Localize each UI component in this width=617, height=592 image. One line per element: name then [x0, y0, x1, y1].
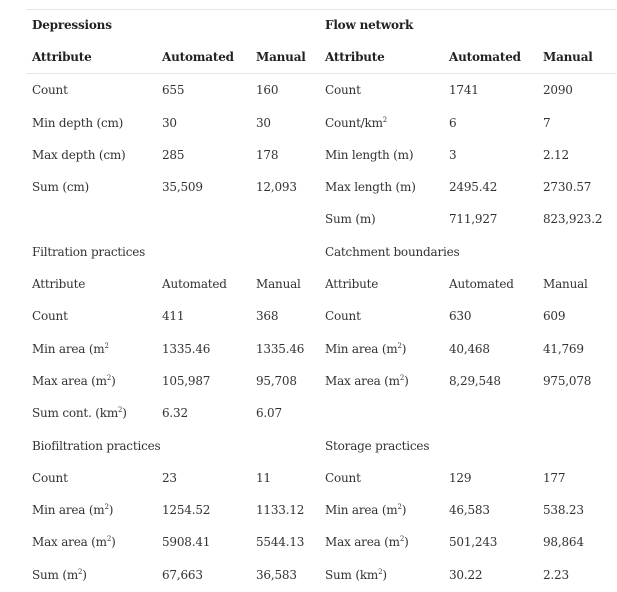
table-row [26, 526, 616, 558]
table-cell: Sum cont. $(km^2)$ [32, 406, 127, 421]
table-row [26, 333, 616, 365]
table-cell: 630 [449, 309, 472, 324]
table-cell: 368 [256, 309, 279, 324]
table-row [26, 107, 616, 139]
table-cell: 129 [449, 470, 472, 485]
table-cell: 7 [543, 115, 551, 130]
table-cell: 2730.57 [543, 180, 592, 195]
table-cell: Manual [543, 277, 588, 292]
table-cell: Count [325, 470, 361, 485]
table-cell: Attribute [32, 277, 86, 292]
table-cell: Min length (m) [325, 147, 414, 162]
table-cell: 177 [543, 470, 566, 485]
table-cell: 11 [256, 470, 271, 485]
table-cell: 160 [256, 83, 279, 98]
table-cell: 178 [256, 147, 279, 162]
table-cell: 609 [543, 309, 566, 324]
table-cell: 6.07 [256, 406, 282, 421]
table-row [26, 268, 616, 300]
table-cell: 2.23 [543, 567, 569, 582]
table-cell: Automated [449, 50, 521, 64]
table-cell: Count/$km^2$ [325, 115, 388, 130]
table-cell: 36,583 [256, 567, 297, 582]
table-cell: 6 [449, 115, 457, 130]
table-cell: 105,987 [162, 373, 211, 388]
table-cell: Max area $(m^2)$ [325, 535, 409, 550]
table-cell: Sum $(km^2)$ [325, 567, 387, 582]
table-cell: 1335.46 [162, 341, 211, 356]
data-table [26, 9, 616, 591]
table-cell: Attribute [32, 50, 92, 64]
table-cell: Max depth (cm) [32, 147, 126, 162]
table-row [26, 171, 616, 203]
table-cell: 95,708 [256, 373, 297, 388]
table-cell: 12,093 [256, 180, 297, 195]
table-cell: Min area $(m^2)$ [325, 341, 407, 356]
table-cell: Sum (m) [325, 212, 376, 227]
table-cell: Automated [449, 277, 514, 292]
table-cell: 711,927 [449, 212, 498, 227]
table-cell: 501,243 [449, 535, 498, 550]
table-cell: Max area $(m^2)$ [32, 535, 116, 550]
table-cell: 975,078 [543, 373, 592, 388]
table-cell: Count [325, 309, 361, 324]
table-cell: Max area $(m^2)$ [32, 373, 116, 388]
table-cell: Min area $(m^2)$ [32, 503, 114, 518]
table-cell: 538.23 [543, 503, 584, 518]
table-cell: 8,29,548 [449, 373, 501, 388]
table-row [26, 397, 616, 429]
table-row [26, 139, 616, 171]
table-cell: 30 [256, 115, 271, 130]
table-cell: Min area ($m^2$ [32, 341, 109, 356]
table-cell: 67,663 [162, 567, 203, 582]
table-cell: 2.12 [543, 147, 569, 162]
table-cell: 30 [162, 115, 177, 130]
table-cell: 98,864 [543, 535, 584, 550]
table-cell: Count [32, 470, 68, 485]
table-row [26, 559, 616, 591]
table-row [26, 41, 616, 74]
table-cell: Attribute [325, 50, 385, 64]
table-cell: Depressions [32, 18, 112, 32]
table-cell: 35,509 [162, 180, 203, 195]
table-cell: Manual [256, 277, 301, 292]
table-cell: 1133.12 [256, 503, 305, 518]
table-cell: Max length (m) [325, 180, 416, 195]
table-cell: 1741 [449, 83, 479, 98]
table-cell: Attribute [325, 277, 379, 292]
table-cell: 46,583 [449, 503, 490, 518]
table-cell: 2495.42 [449, 180, 498, 195]
table-cell: Manual [543, 50, 593, 64]
table-cell: Biofiltration practices [32, 438, 161, 453]
table-cell: 3 [449, 147, 457, 162]
table-row [26, 462, 616, 494]
table-row [26, 74, 616, 106]
table-cell: 2090 [543, 83, 573, 98]
table-row [26, 236, 616, 268]
table-cell: Max area $(m^2)$ [325, 373, 409, 388]
table-cell: 823,923.2 [543, 212, 603, 227]
table-cell: Manual [256, 50, 306, 64]
table-cell: 5908.41 [162, 535, 211, 550]
table-cell: Count [325, 83, 361, 98]
table-cell: 40,468 [449, 341, 490, 356]
table-cell: 1335.46 [256, 341, 305, 356]
table-cell: 1254.52 [162, 503, 211, 518]
table-cell: Filtration practices [32, 244, 146, 259]
table-cell: Sum (cm) [32, 180, 90, 195]
table-cell: 411 [162, 309, 185, 324]
table-row [26, 203, 616, 235]
table-cell: Automated [162, 50, 234, 64]
table-row [26, 430, 616, 462]
table-cell: 6.32 [162, 406, 188, 421]
table-cell: 655 [162, 83, 185, 98]
table-cell: Min area $(m^2)$ [325, 503, 407, 518]
table-cell: Min depth (cm) [32, 115, 124, 130]
table-cell: Catchment boundaries [325, 244, 460, 259]
table-cell: Storage practices [325, 438, 430, 453]
table-row [26, 365, 616, 397]
table-row [26, 9, 616, 41]
table-cell: Automated [162, 277, 227, 292]
table-cell: Count [32, 309, 68, 324]
table-cell: 285 [162, 147, 185, 162]
table-cell: Flow network [325, 18, 414, 32]
table-cell: Sum $(m^2)$ [32, 567, 87, 582]
table-cell: 30.22 [449, 567, 483, 582]
table-cell: 5544.13 [256, 535, 305, 550]
table-cell: Count [32, 83, 68, 98]
table-row [26, 300, 616, 332]
table-cell: 41,769 [543, 341, 584, 356]
table-cell: 23 [162, 470, 177, 485]
table-row [26, 494, 616, 526]
